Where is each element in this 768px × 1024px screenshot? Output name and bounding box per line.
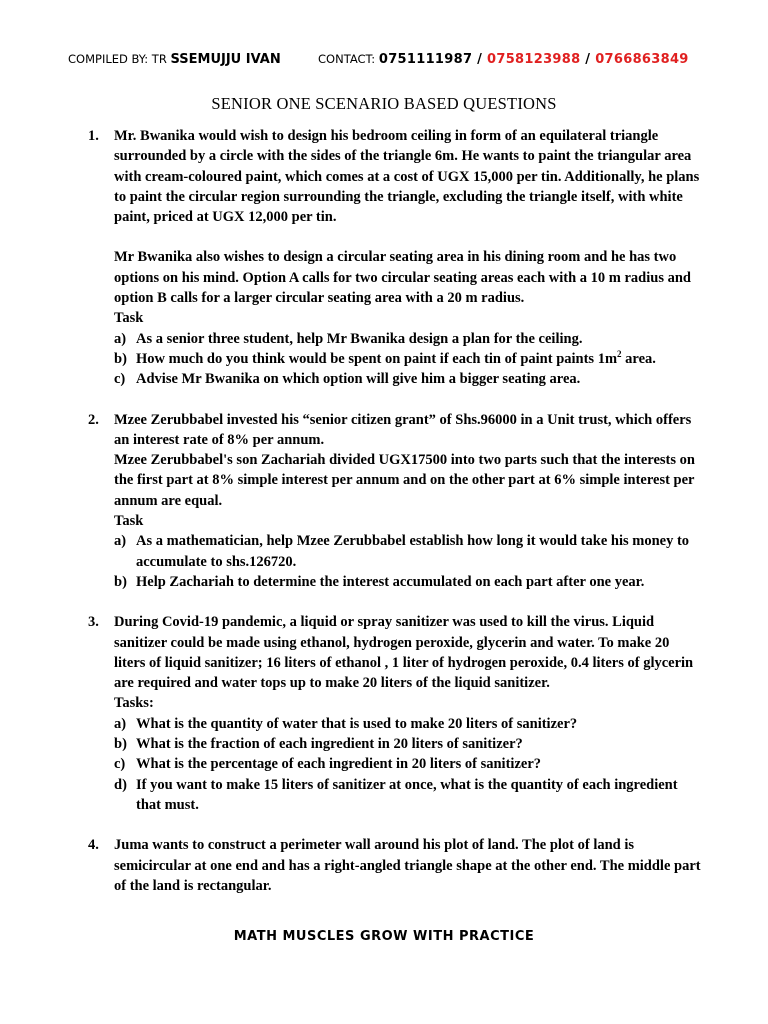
task-label: Tasks:	[114, 695, 154, 712]
sub-question-a: a) What is the quantity of water that is used to make 20 liters of sanitizer?	[114, 715, 578, 732]
compiled-by-label: COMPILED BY: TR	[68, 52, 167, 66]
question-4	[88, 835, 703, 896]
question-paragraph: Juma wants to construct a perimeter wall around his plot of land. The plot of land is semicircular at one end and has a right-angled triangle shape at the other end. The middle part of the land is rectangular.	[114, 837, 701, 894]
question-2	[88, 410, 703, 593]
question-paragraph: Mr. Bwanika would wish to design his bedroom ceiling in form of an equilateral triangle surrounded by a circle with the sides of the triangle 6m. He wants to paint the triangular area with cream-coloured paint, which comes at a cost of UGX 15,000 per tin. Additionally, he plans to paint the circular region surrounding the triangle, excluding the triangle itself, with white paint, priced at UGX 12,000 per tin.	[114, 128, 700, 226]
question-number: 3.	[88, 614, 99, 631]
question-paragraph: Mzee Zerubbabel's son Zachariah divided UGX17500 into two parts such that the interests on the first part at 8% simple interest per annum and on the other part at 6% simple interest per annum are equal.	[114, 452, 695, 509]
question-1	[88, 126, 703, 390]
contact-label: CONTACT:	[318, 52, 376, 66]
page-header	[68, 52, 689, 67]
questions-body	[88, 126, 703, 896]
question-paragraph: During Covid-19 pandemic, a liquid or spray sanitizer was used to kill the virus. Liquid sanitizer could be made using ethanol, hydrogen peroxide, glycerin and water. To make 20 liters of liquid sanitizer; 16 liters of ethanol , 1 liter of hydrogen peroxide, 0.4 liters of glycerin are required and water tops up to make 20 liters of the liquid sanitizer.	[114, 614, 694, 692]
question-paragraph: Mr Bwanika also wishes to design a circular seating area in his dining room and he has two options on his mind. Option A calls for two circular seating areas each with a 10 m radius and option B calls for a larger circular seating area with a 20 m radius.	[114, 249, 691, 307]
question-3	[88, 612, 703, 815]
sub-question-a: a) As a senior three student, help Mr Bwanika design a plan for the ceiling.	[114, 330, 583, 347]
sub-question-d: d) If you want to make 15 liters of sanitizer at once, what is the quantity of each ingredient that must.	[114, 776, 678, 813]
sub-question-c: c) What is the percentage of each ingredient in 20 liters of sanitizer?	[114, 756, 542, 773]
task-label: Task	[114, 513, 144, 530]
phone-1: 0751111987	[378, 52, 473, 67]
question-paragraph: Mzee Zerubbabel invested his “senior citizen grant” of Shs.96000 in a Unit trust, which offers an interest rate of 8% per annum.	[114, 411, 692, 448]
page-title: SENIOR ONE SCENARIO BASED QUESTIONS	[211, 94, 557, 113]
phone-separator: /	[580, 52, 596, 67]
phone-separator: /	[472, 52, 488, 67]
sub-question-b: b) Help Zachariah to determine the interest accumulated on each part after one year.	[114, 573, 645, 590]
task-label: Task	[114, 310, 144, 327]
sub-question-b: b) How much do you think would be spent on paint if each tin of paint paints $1m^2$ area.	[114, 349, 656, 367]
phone-3: 0766863849	[595, 52, 689, 67]
sub-question-a: a) As a mathematician, help Mzee Zerubbabel establish how long it would take his money to accumulate to shs.126720.	[114, 533, 690, 570]
sub-question-c: c) Advise Mr Bwanika on which option will give him a bigger seating area.	[114, 371, 581, 388]
page-footer: MATH MUSCLES GROW WITH PRACTICE	[233, 929, 535, 944]
sub-question-b: b) What is the fraction of each ingredient in 20 liters of sanitizer?	[114, 736, 523, 753]
compiler-name: SSEMUJJU IVAN	[170, 52, 281, 67]
question-number: 1.	[88, 128, 99, 144]
phone-2: 0758123988	[487, 52, 581, 67]
question-number: 4.	[88, 837, 99, 854]
question-number: 2.	[88, 411, 99, 428]
